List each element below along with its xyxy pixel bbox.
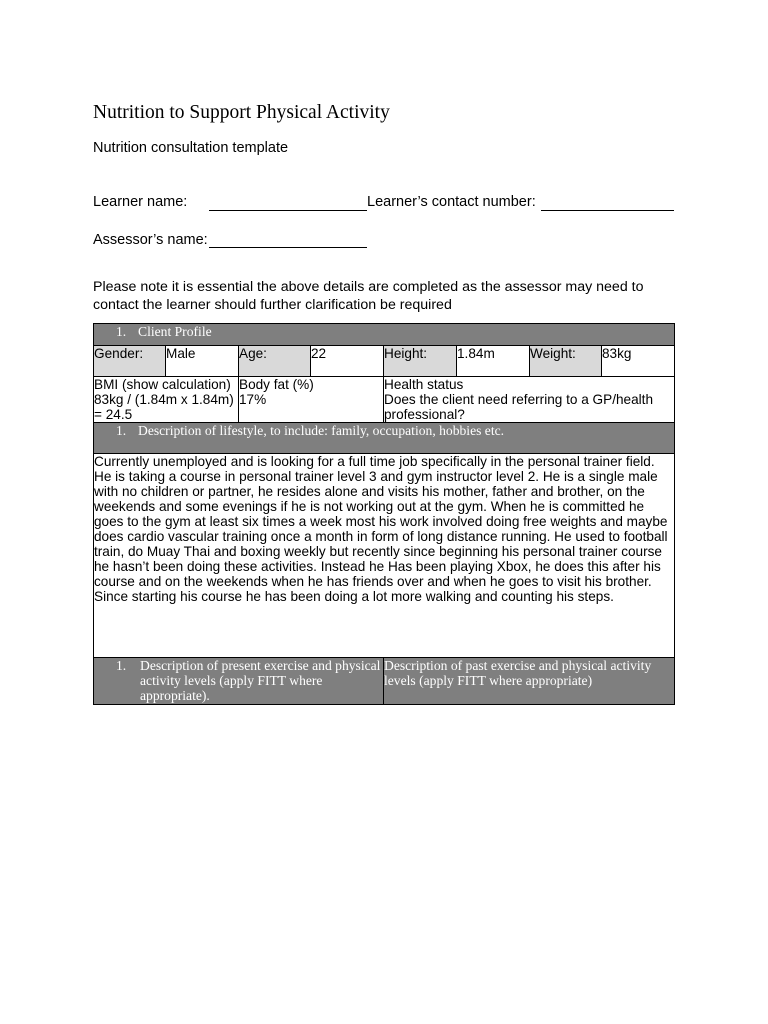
present-exercise-header	[94, 658, 384, 705]
assessor-name-label: Assessor’s name:	[93, 232, 208, 248]
bmi-cell[interactable]	[94, 377, 239, 423]
document-subtitle: Nutrition consultation template	[93, 140, 289, 156]
present-exercise-title: Description of present exercise and physical activity levels (apply FITT where appropriate).	[140, 658, 381, 703]
contact-number-field[interactable]	[541, 210, 674, 211]
health-status-label: Health status	[384, 377, 464, 392]
lifestyle-row	[94, 454, 675, 658]
completion-note: Please note it is essential the above details are completed as the assessor may need to contact the learner should further clarification be required	[93, 279, 644, 313]
section-lifestyle	[94, 423, 675, 454]
height-label: Height:	[384, 346, 457, 377]
contact-number-label: Learner’s contact number:	[367, 194, 536, 210]
measurements-row	[94, 377, 675, 423]
section-title: Description of lifestyle, to include: family, occupation, hobbies etc.	[138, 423, 505, 438]
past-exercise-title: Description of past exercise and physical activity levels (apply FITT where appropriate)	[384, 658, 652, 688]
bmi-label: BMI (show calculation)	[94, 377, 231, 392]
body-fat-value: 17%	[239, 392, 267, 407]
assessor-name-field[interactable]	[209, 247, 367, 248]
body-fat-cell[interactable]	[239, 377, 384, 423]
document-title: Nutrition to Support Physical Activity	[93, 102, 390, 123]
health-status-cell[interactable]	[384, 377, 675, 423]
age-value[interactable]: 22	[311, 346, 384, 377]
section-number: 1.	[116, 658, 127, 673]
height-value[interactable]: 1.84m	[457, 346, 530, 377]
gender-label: Gender:	[94, 346, 166, 377]
section-title: Client Profile	[138, 324, 212, 339]
health-referral-question: Does the client need referring to a GP/health professional?	[384, 392, 654, 422]
consultation-table	[93, 323, 675, 705]
section-number: 1.	[116, 423, 127, 438]
weight-value[interactable]: 83kg	[602, 346, 675, 377]
section-client-profile	[94, 324, 675, 346]
lifestyle-description[interactable]: Currently unemployed and is looking for a full time job specifically in the personal trainer field. He is taking a course in personal trainer level 3 and gym instructor level 2. He is a single male with no children or partner, he resides alone and visits his mother, father and brother, on the weekends and some evenings if he is not working out at the gym. When he is committed he goes to the gym at least six times a week most his work involved doing free weights and maybe does cardio vascular training once a month in form of long distance running. He used to football train, do Muay Thai and boxing weekly but recently since beginning his personal trainer course he hasn’t been doing these activities. Instead he Has been playing Xbox, he does this after his course and on the weekends when he has friends over and when he goes to visit his brother. Since starting his course he has been doing a lot more walking and counting his steps.	[94, 454, 675, 658]
body-fat-label: Body fat (%)	[239, 377, 314, 392]
section-exercise	[94, 658, 675, 705]
gender-value[interactable]: Male	[166, 346, 239, 377]
learner-name-field[interactable]	[209, 210, 367, 211]
past-exercise-header	[384, 658, 675, 705]
weight-label: Weight:	[530, 346, 602, 377]
profile-row	[94, 346, 675, 377]
learner-name-label: Learner name:	[93, 194, 188, 210]
section-number: 1.	[116, 324, 127, 339]
bmi-value: 83kg / (1.84m x 1.84m) = 24.5	[94, 392, 234, 422]
age-label: Age:	[239, 346, 311, 377]
